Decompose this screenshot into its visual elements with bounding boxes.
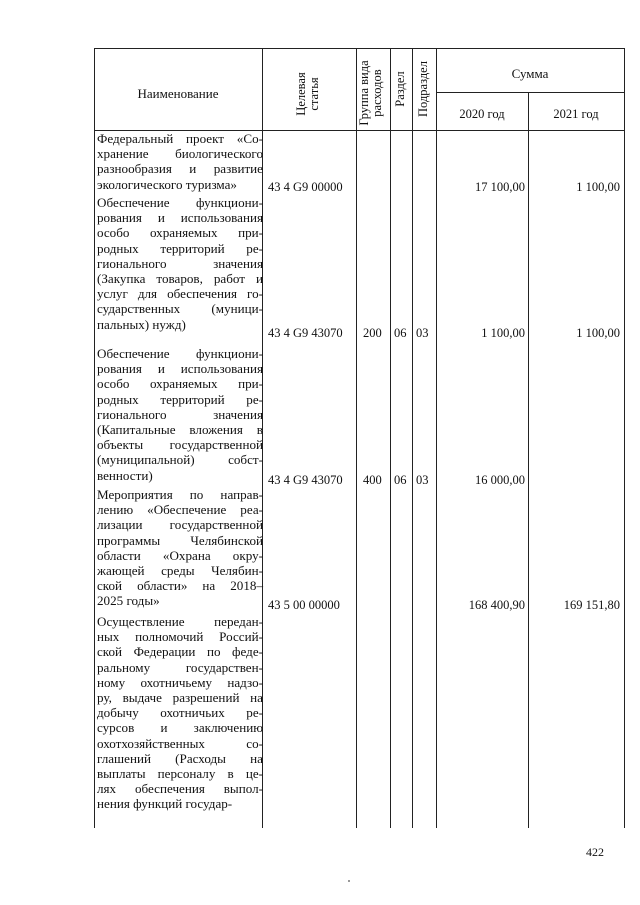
row-1-name: Федеральный проект «Со- хранение биологического разнообразия и развитие экологического туризма» <box>97 131 263 192</box>
row-4-sum-2021: 169 151,80 <box>563 598 620 612</box>
row-3-group: 400 <box>363 473 382 487</box>
row-4-code: 43 5 00 00000 <box>268 598 340 612</box>
header-year-2021: 2021 год <box>553 107 599 121</box>
col-border-code <box>356 48 357 828</box>
header-sum: Сумма <box>511 66 549 81</box>
row-4-name: Мероприятия по направ- лению «Обеспечение реа- лизации государственной программы Челябинской области «Охрана окру- жающей среды Челябин- ской области» на 2018– 2025 годы» <box>97 487 263 609</box>
header-subsection: Подраздел <box>416 61 430 117</box>
header-name: Наименование <box>137 86 219 101</box>
sum-subheader-border <box>436 92 625 93</box>
header-year-2020: 2020 год <box>459 107 505 121</box>
row-2-sum-2020: 1 100,00 <box>481 326 525 340</box>
col-border-2020 <box>528 92 529 828</box>
row-3-sum-2020: 16 000,00 <box>475 473 525 487</box>
header-target-article: Целевая статья <box>294 72 321 116</box>
col-border-group <box>390 48 391 828</box>
row-2-sum-2021: 1 100,00 <box>576 326 620 340</box>
col-border-left <box>94 48 95 828</box>
row-1-sum-2021: 1 100,00 <box>576 180 620 194</box>
row-4-sum-2020: 168 400,90 <box>468 598 525 612</box>
row-2-name: Обеспечение функциони- рования и использования особо охраняемых при- родных территорий ре- гионального значения (Закупка товаров, работ и услуг для обеспечения го- сударственных (муници- пальных) нужд) <box>97 195 263 332</box>
row-2-code: 43 4 G9 43070 <box>268 326 343 340</box>
row-3-section: 06 <box>394 473 407 487</box>
row-3-name: Обеспечение функциони- рования и использования особо охраняемых при- родных территорий ре- гионального значения (Капитальные вложения в объекты государственной (муниципальной) собст- венности) <box>97 346 263 483</box>
row-1-sum-2020: 17 100,00 <box>475 180 525 194</box>
row-1-code: 43 4 G9 00000 <box>268 180 343 194</box>
row-3-subsection: 03 <box>416 473 429 487</box>
row-2-group: 200 <box>363 326 382 340</box>
page-number: 422 <box>586 845 604 859</box>
table-top-border <box>94 48 625 49</box>
col-border-section <box>412 48 413 828</box>
row-2-section: 06 <box>394 326 407 340</box>
scan-speck <box>348 880 350 882</box>
row-3-code: 43 4 G9 43070 <box>268 473 343 487</box>
col-border-subsection <box>436 48 437 828</box>
header-expense-group: Группа вида расходов <box>357 60 384 126</box>
header-section: Раздел <box>393 71 407 107</box>
row-5-name: Осуществление передан- ных полномочий Россий- ской Федерации по феде- ральному государствен- ному охотничьему надзо- ру, выдаче разрешений на добычу охотничьих ре- сурсов и заключению охотхозяйственных со- глашений (Расходы на выплаты персоналу в це- лях обеспечения выпол- нения функций государ- <box>97 614 263 812</box>
row-2-subsection: 03 <box>416 326 429 340</box>
col-border-right <box>624 48 625 828</box>
